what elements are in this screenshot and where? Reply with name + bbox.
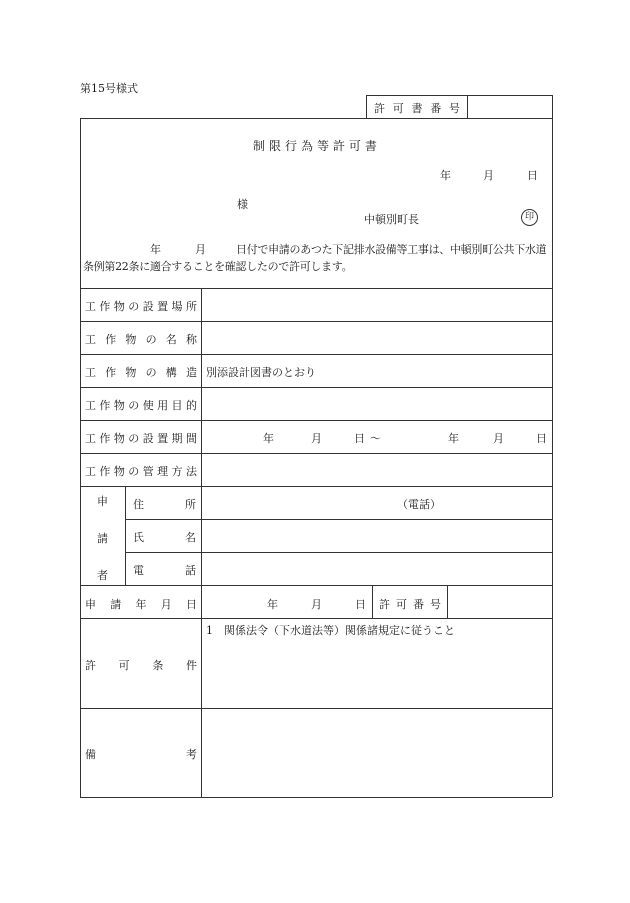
permit-number-label: 許 可 書 番 号 bbox=[374, 102, 460, 115]
period-start-year: 年 bbox=[263, 432, 274, 445]
row-label-management: 工 作 物 の 管 理 方 法 bbox=[85, 465, 197, 478]
seal-mark: 印 bbox=[521, 209, 538, 226]
issue-date-year: 年 bbox=[440, 169, 451, 182]
body-year: 年 bbox=[150, 243, 161, 256]
issue-date-month: 月 bbox=[483, 169, 494, 182]
permit-no-label: 許 可 番 号 bbox=[379, 598, 441, 611]
permit-number-field[interactable] bbox=[468, 96, 551, 117]
purpose-field[interactable] bbox=[202, 388, 551, 420]
management-field[interactable] bbox=[202, 454, 551, 486]
remarks-label: 備 考 bbox=[85, 748, 197, 761]
period-end-year: 年 bbox=[448, 432, 459, 445]
period-start-day: 日 bbox=[354, 432, 365, 445]
application-date-day: 日 bbox=[355, 598, 366, 611]
applicant-name-label: 氏 名 bbox=[133, 531, 196, 544]
period-start-month: 月 bbox=[311, 432, 322, 445]
remarks-field[interactable] bbox=[202, 709, 551, 796]
body-line2: 条例第22条に適合することを確認したので許可します。 bbox=[83, 260, 353, 273]
issuer-name: 中頓別町長 bbox=[364, 213, 419, 226]
location-field[interactable] bbox=[202, 289, 551, 321]
applicant-phone-field[interactable] bbox=[202, 553, 551, 585]
issue-date-day: 日 bbox=[527, 169, 538, 182]
row-label-purpose: 工 作 物 の 使 用 目 的 bbox=[85, 399, 197, 412]
applicant-address-phone: （電話） bbox=[397, 498, 441, 511]
permit-no-field[interactable] bbox=[448, 586, 551, 618]
name-field[interactable] bbox=[202, 322, 551, 354]
body-month: 月 bbox=[195, 243, 206, 256]
application-date-label: 申 請 年 月 日 bbox=[85, 598, 197, 611]
applicant-phone-label: 電 話 bbox=[133, 564, 196, 577]
applicant-label-3: 者 bbox=[97, 569, 108, 582]
row-label-structure: 工 作 物 の 構 造 bbox=[85, 366, 197, 379]
period-tilde: 〜 bbox=[370, 432, 381, 445]
conditions-label: 許 可 条 件 bbox=[85, 659, 197, 672]
form-title: 制 限 行 為 等 許 可 書 bbox=[253, 139, 377, 153]
application-date-month: 月 bbox=[311, 598, 322, 611]
applicant-label-1: 申 bbox=[97, 495, 108, 508]
applicant-name-field[interactable] bbox=[202, 520, 551, 552]
row-label-name: 工 作 物 の 名 称 bbox=[85, 333, 197, 346]
row-label-location: 工 作 物 の 設 置 場 所 bbox=[85, 300, 197, 313]
body-line1: 日付で申請のあつた下記排水設備等工事は、中頓別町公共下水道 bbox=[236, 243, 547, 256]
form-number: 第15号様式 bbox=[80, 82, 138, 95]
structure-value: 別添設計図書のとおり bbox=[206, 366, 316, 379]
addressee-suffix: 様 bbox=[237, 198, 248, 211]
applicant-label-2: 請 bbox=[97, 532, 108, 545]
applicant-address-label: 住 所 bbox=[133, 498, 196, 511]
condition-item-1: 1 関係法令（下水道法等）関係諸規定に従うこと bbox=[206, 624, 455, 637]
application-date-year: 年 bbox=[267, 598, 278, 611]
row-label-period: 工 作 物 の 設 置 期 間 bbox=[85, 432, 197, 445]
period-end-month: 月 bbox=[493, 432, 504, 445]
period-end-day: 日 bbox=[536, 432, 547, 445]
